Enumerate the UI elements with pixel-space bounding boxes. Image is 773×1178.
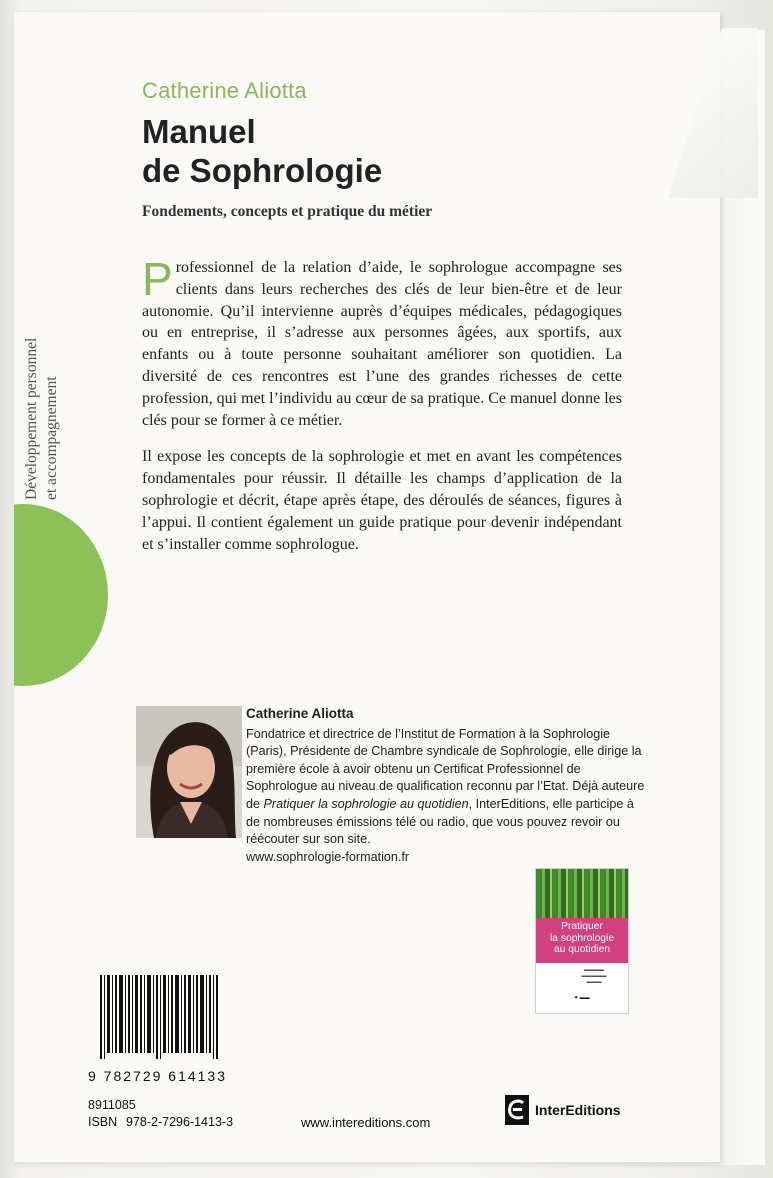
related-book-tagline: ▬▬▬▬ ▬▬▬▬▬ ▬▬▬ xyxy=(581,967,607,985)
author-website[interactable]: www.sophrologie-formation.fr xyxy=(246,849,410,864)
author-bio xyxy=(246,705,646,866)
bio-text: Fondatrice et directrice de l’Institut de Formation à la Sophrologie (Paris), Présidente de Chambre syndicale de Sophrologie, elle dirige la première école à avoir obtenu un Certificat Professionnel de Sophrologue au niveau de qualification reconnu par l’Etat. Déjà auteure de Pratiquer la sophrologie au quotidien, InterEditions, elle participe à de nombreuses émissions télé ou radio, que vous pouvez revoir ou réécouter sur son site. xyxy=(246,726,645,847)
related-book-thumbnail xyxy=(535,868,629,1014)
intereditions-logo-icon xyxy=(505,1095,529,1125)
book-back-cover xyxy=(14,12,720,1162)
bio-author-name: Catherine Aliotta xyxy=(246,706,354,721)
drop-cap: P xyxy=(142,253,173,305)
barcode-icon xyxy=(100,975,220,1059)
collection-line-2: et accompagnement xyxy=(43,376,60,500)
publisher-name: InterEditions xyxy=(535,1102,621,1118)
title-line-1: Manuel xyxy=(142,113,256,150)
collection-line-1: Développement personnel xyxy=(23,337,40,500)
cover-author: Catherine Aliotta xyxy=(142,78,307,103)
book-subtitle: Fondements, concepts et pratique du métier xyxy=(142,203,433,220)
blurb xyxy=(142,253,622,570)
publisher-logo xyxy=(505,1095,621,1125)
author-portrait-icon xyxy=(136,706,242,838)
internal-code: 8911085 xyxy=(88,1098,136,1112)
author-photo xyxy=(136,706,242,838)
collection-label xyxy=(22,250,62,500)
green-circle-decoration xyxy=(14,504,108,686)
title-line-2: de Sophrologie xyxy=(142,152,383,189)
bamboo-image xyxy=(536,869,628,918)
related-book-logo-icon: ✦ ▬▬ xyxy=(574,995,590,1001)
publisher-website[interactable]: www.intereditions.com xyxy=(301,1115,431,1130)
related-book-title: Pratiquer la sophrologie au quotidien xyxy=(536,918,628,963)
blurb-paragraph-2: Il expose les concepts de la sophrologie et met en avant les compétences fondamentales pour réussir. Il détaille les champs d’application de la sophrologie et décrit, étape après étape, des déroulés de séances, figures à l’appui. Il contient également un guide pratique pour devenir indépendant et s’installer comme sophrologue. xyxy=(142,448,622,553)
barcode-digits: 9 782729 614133 xyxy=(88,1068,227,1084)
bio-book-title: Pratiquer la sophrologie au quotidien xyxy=(263,796,469,811)
blurb-paragraph-1: Professionnel de la relation d’aide, le sophrologue accompagne ses clients dans leurs recherches des clés de leur bien-être et de leur autonomie. Qu’il intervienne auprès d’équipes médicales, pédagogiques ou en entreprise, il s’adresse aux personnes âgées, aux sportifs, aux enfants ou à toute personne souhaitant améliorer son quotidien. La diversité de ces rencontres est l’une des grandes richesses de cette profession, qui met l’individu au cœur de sa pratique. Ce manuel donne les clés pour se former à ce métier. xyxy=(142,253,622,429)
book-title xyxy=(142,112,382,190)
isbn: ISBN 978-2-7296-1413-3 xyxy=(88,1115,234,1129)
